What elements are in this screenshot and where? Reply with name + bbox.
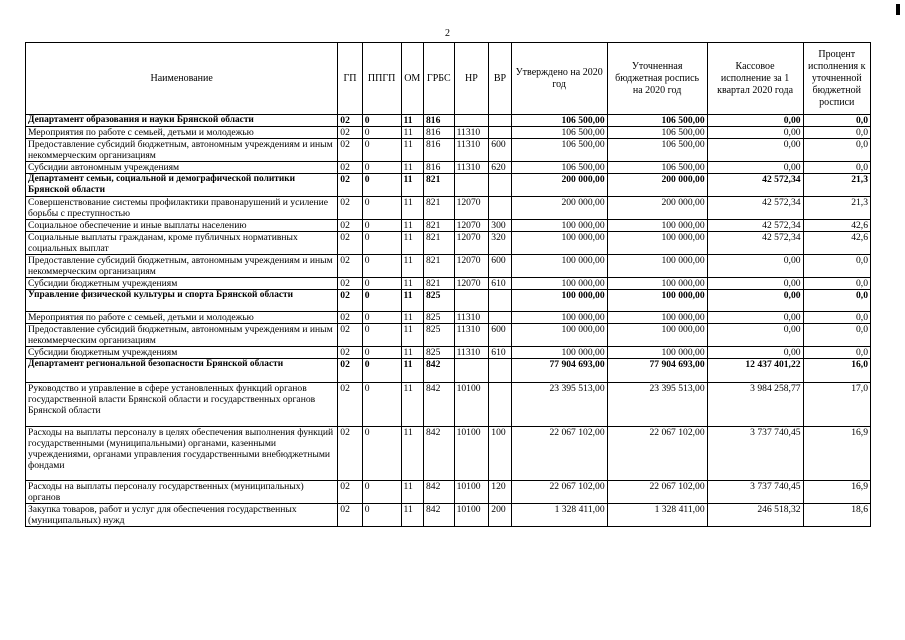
col-header-grbs: ГРБС [423, 43, 454, 115]
cell-revised: 200 000,00 [607, 174, 707, 197]
table-row-section [26, 115, 871, 127]
cell-om: 11 [401, 324, 423, 347]
cell-nr: 11310 [454, 162, 489, 174]
cell-gp: 02 [338, 383, 362, 427]
cell-revised: 77 904 693,00 [607, 359, 707, 383]
cell-ppgp: 0 [362, 197, 401, 220]
cell-revised: 100 000,00 [607, 255, 707, 278]
cell-approved: 106 500,00 [511, 139, 607, 162]
table-row [26, 324, 871, 347]
cell-om: 11 [401, 504, 423, 527]
cell-nr: 12070 [454, 255, 489, 278]
cell-name: Предоставление субсидий бюджетным, автономным учреждениям и иным некоммерческим организациям [26, 255, 338, 278]
cell-nr: 10100 [454, 383, 489, 427]
cell-grbs: 842 [423, 504, 454, 527]
cell-gp: 02 [338, 312, 362, 324]
cell-grbs: 816 [423, 115, 454, 127]
cell-name: Предоставление субсидий бюджетным, автономным учреждениям и иным некоммерческим организациям [26, 324, 338, 347]
table-row [26, 383, 871, 427]
table-row [26, 427, 871, 481]
cell-grbs: 821 [423, 255, 454, 278]
cell-vr: 300 [489, 220, 511, 232]
cell-cash-execution: 0,00 [707, 347, 803, 359]
cell-cash-execution: 12 437 401,22 [707, 359, 803, 383]
cell-revised: 1 328 411,00 [607, 504, 707, 527]
cell-gp: 02 [338, 359, 362, 383]
cell-om: 11 [401, 197, 423, 220]
table-row [26, 220, 871, 232]
cell-nr: 10100 [454, 504, 489, 527]
cell-grbs: 825 [423, 312, 454, 324]
col-header-revised: Уточненная бюджетная роспись на 2020 год [607, 43, 707, 115]
cell-gp: 02 [338, 174, 362, 197]
cell-gp: 02 [338, 347, 362, 359]
col-header-om: ОМ [401, 43, 423, 115]
cell-nr: 12070 [454, 232, 489, 255]
cell-percent: 0,0 [803, 115, 870, 127]
cell-approved: 106 500,00 [511, 162, 607, 174]
cell-cash-execution: 42 572,34 [707, 232, 803, 255]
cell-grbs: 825 [423, 324, 454, 347]
cell-percent: 42,6 [803, 232, 870, 255]
cell-name: Мероприятия по работе с семьей, детьми и молодежью [26, 312, 338, 324]
cell-ppgp: 0 [362, 162, 401, 174]
cell-om: 11 [401, 312, 423, 324]
cell-om: 11 [401, 115, 423, 127]
cell-cash-execution: 3 737 740,45 [707, 481, 803, 504]
cell-percent: 0,0 [803, 312, 870, 324]
cell-percent: 21,3 [803, 197, 870, 220]
cell-grbs: 821 [423, 220, 454, 232]
cell-revised: 106 500,00 [607, 127, 707, 139]
table-row-section [26, 290, 871, 312]
cell-cash-execution: 0,00 [707, 312, 803, 324]
cell-name: Департамент региональной безопасности Брянской области [26, 359, 338, 383]
col-header-name: Наименование [26, 43, 338, 115]
cell-cash-execution: 0,00 [707, 162, 803, 174]
cell-revised: 100 000,00 [607, 232, 707, 255]
cell-approved: 100 000,00 [511, 347, 607, 359]
cell-ppgp: 0 [362, 383, 401, 427]
cell-grbs: 816 [423, 162, 454, 174]
cell-percent: 16,9 [803, 481, 870, 504]
cell-nr [454, 359, 489, 383]
cell-approved: 100 000,00 [511, 324, 607, 347]
cell-om: 11 [401, 290, 423, 312]
cell-cash-execution: 42 572,34 [707, 197, 803, 220]
table-header [26, 43, 871, 115]
cell-grbs: 842 [423, 383, 454, 427]
cell-revised: 100 000,00 [607, 347, 707, 359]
cell-gp: 02 [338, 290, 362, 312]
cell-gp: 02 [338, 481, 362, 504]
cell-ppgp: 0 [362, 312, 401, 324]
cell-gp: 02 [338, 162, 362, 174]
cell-cash-execution: 0,00 [707, 115, 803, 127]
cell-ppgp: 0 [362, 290, 401, 312]
cell-nr: 11310 [454, 312, 489, 324]
cell-vr [489, 290, 511, 312]
cell-ppgp: 0 [362, 481, 401, 504]
cell-grbs: 816 [423, 139, 454, 162]
cell-gp: 02 [338, 115, 362, 127]
cell-nr: 10100 [454, 481, 489, 504]
cell-nr: 11310 [454, 324, 489, 347]
scan-edge-mark [896, 4, 900, 15]
cell-percent: 16,9 [803, 427, 870, 481]
cell-vr: 600 [489, 139, 511, 162]
cell-vr [489, 174, 511, 197]
cell-approved: 100 000,00 [511, 255, 607, 278]
cell-percent: 0,0 [803, 278, 870, 290]
cell-name: Мероприятия по работе с семьей, детьми и молодежью [26, 127, 338, 139]
cell-ppgp: 0 [362, 347, 401, 359]
cell-revised: 23 395 513,00 [607, 383, 707, 427]
cell-name: Предоставление субсидий бюджетным, автономным учреждениям и иным некоммерческим организациям [26, 139, 338, 162]
cell-cash-execution: 3 984 258,77 [707, 383, 803, 427]
cell-approved: 77 904 693,00 [511, 359, 607, 383]
cell-percent: 16,0 [803, 359, 870, 383]
cell-ppgp: 0 [362, 255, 401, 278]
cell-nr: 11310 [454, 139, 489, 162]
cell-vr: 120 [489, 481, 511, 504]
cell-ppgp: 0 [362, 139, 401, 162]
table-row [26, 504, 871, 527]
cell-nr: 10100 [454, 427, 489, 481]
cell-approved: 106 500,00 [511, 127, 607, 139]
cell-revised: 100 000,00 [607, 220, 707, 232]
cell-gp: 02 [338, 278, 362, 290]
table-row-section [26, 174, 871, 197]
col-header-approved: Утверждено на 2020 год [511, 43, 607, 115]
cell-nr: 11310 [454, 347, 489, 359]
cell-grbs: 842 [423, 427, 454, 481]
cell-gp: 02 [338, 139, 362, 162]
cell-revised: 100 000,00 [607, 324, 707, 347]
cell-percent: 17,0 [803, 383, 870, 427]
cell-revised: 106 500,00 [607, 162, 707, 174]
cell-percent: 0,0 [803, 162, 870, 174]
cell-approved: 200 000,00 [511, 197, 607, 220]
cell-approved: 100 000,00 [511, 312, 607, 324]
cell-gp: 02 [338, 324, 362, 347]
cell-percent: 0,0 [803, 347, 870, 359]
table-row [26, 312, 871, 324]
cell-revised: 22 067 102,00 [607, 427, 707, 481]
col-header-percent: Процент исполнения к уточненной бюджетной росписи [803, 43, 870, 115]
cell-vr [489, 312, 511, 324]
budget-table [25, 42, 871, 527]
cell-approved: 100 000,00 [511, 290, 607, 312]
table-row-section [26, 359, 871, 383]
cell-ppgp: 0 [362, 504, 401, 527]
cell-om: 11 [401, 162, 423, 174]
table-row [26, 278, 871, 290]
cell-om: 11 [401, 220, 423, 232]
cell-name: Субсидии автономным учреждениям [26, 162, 338, 174]
table-row [26, 481, 871, 504]
cell-gp: 02 [338, 220, 362, 232]
cell-vr: 620 [489, 162, 511, 174]
cell-om: 11 [401, 383, 423, 427]
cell-approved: 200 000,00 [511, 174, 607, 197]
cell-ppgp: 0 [362, 220, 401, 232]
col-header-nr: НР [454, 43, 489, 115]
cell-om: 11 [401, 174, 423, 197]
cell-name: Закупка товаров, работ и услуг для обеспечения государственных (муниципальных) нужд [26, 504, 338, 527]
cell-grbs: 842 [423, 481, 454, 504]
cell-ppgp: 0 [362, 174, 401, 197]
cell-ppgp: 0 [362, 359, 401, 383]
cell-nr [454, 290, 489, 312]
cell-name: Расходы на выплаты персоналу государственных (муниципальных) органов [26, 481, 338, 504]
cell-revised: 22 067 102,00 [607, 481, 707, 504]
table-row [26, 162, 871, 174]
cell-gp: 02 [338, 427, 362, 481]
header-row [26, 43, 871, 115]
cell-revised: 106 500,00 [607, 115, 707, 127]
cell-revised: 106 500,00 [607, 139, 707, 162]
cell-ppgp: 0 [362, 232, 401, 255]
cell-name: Социальное обеспечение и иные выплаты населению [26, 220, 338, 232]
cell-percent: 0,0 [803, 290, 870, 312]
page-number: 2 [445, 28, 450, 39]
cell-ppgp: 0 [362, 115, 401, 127]
cell-gp: 02 [338, 127, 362, 139]
cell-cash-execution: 0,00 [707, 290, 803, 312]
cell-om: 11 [401, 347, 423, 359]
cell-percent: 0,0 [803, 139, 870, 162]
table-row [26, 139, 871, 162]
cell-grbs: 821 [423, 278, 454, 290]
col-header-cash-execution: Кассовое исполнение за 1 квартал 2020 года [707, 43, 803, 115]
col-header-ppgp: ППГП [362, 43, 401, 115]
cell-approved: 22 067 102,00 [511, 427, 607, 481]
cell-name: Социальные выплаты гражданам, кроме публичных нормативных социальных выплат [26, 232, 338, 255]
cell-approved: 100 000,00 [511, 278, 607, 290]
table-row [26, 347, 871, 359]
cell-gp: 02 [338, 255, 362, 278]
cell-vr [489, 359, 511, 383]
cell-approved: 23 395 513,00 [511, 383, 607, 427]
cell-nr: 12070 [454, 220, 489, 232]
cell-cash-execution: 0,00 [707, 255, 803, 278]
cell-vr: 100 [489, 427, 511, 481]
cell-nr: 12070 [454, 197, 489, 220]
cell-approved: 100 000,00 [511, 220, 607, 232]
cell-nr [454, 115, 489, 127]
cell-name: Субсидии бюджетным учреждениям [26, 278, 338, 290]
cell-om: 11 [401, 139, 423, 162]
cell-name: Субсидии бюджетным учреждениям [26, 347, 338, 359]
cell-vr [489, 115, 511, 127]
cell-nr: 11310 [454, 127, 489, 139]
cell-approved: 1 328 411,00 [511, 504, 607, 527]
cell-cash-execution: 0,00 [707, 278, 803, 290]
cell-grbs: 825 [423, 347, 454, 359]
cell-name: Руководство и управление в сфере установленных функций органов государственной власти Брянской области и государственных органов Брянской области [26, 383, 338, 427]
cell-cash-execution: 42 572,34 [707, 220, 803, 232]
cell-om: 11 [401, 278, 423, 290]
cell-nr: 12070 [454, 278, 489, 290]
cell-om: 11 [401, 232, 423, 255]
col-header-vr: ВР [489, 43, 511, 115]
cell-grbs: 825 [423, 290, 454, 312]
cell-percent: 42,6 [803, 220, 870, 232]
cell-cash-execution: 0,00 [707, 139, 803, 162]
cell-cash-execution: 42 572,34 [707, 174, 803, 197]
cell-approved: 100 000,00 [511, 232, 607, 255]
table-row [26, 255, 871, 278]
cell-vr [489, 383, 511, 427]
cell-percent: 0,0 [803, 255, 870, 278]
cell-om: 11 [401, 127, 423, 139]
table-row [26, 232, 871, 255]
cell-ppgp: 0 [362, 427, 401, 481]
cell-revised: 100 000,00 [607, 278, 707, 290]
cell-grbs: 821 [423, 174, 454, 197]
cell-vr: 610 [489, 347, 511, 359]
cell-nr [454, 174, 489, 197]
cell-grbs: 842 [423, 359, 454, 383]
cell-cash-execution: 3 737 740,45 [707, 427, 803, 481]
cell-vr [489, 127, 511, 139]
cell-vr: 600 [489, 324, 511, 347]
cell-percent: 21,3 [803, 174, 870, 197]
cell-percent: 0,0 [803, 127, 870, 139]
cell-vr: 200 [489, 504, 511, 527]
cell-vr [489, 197, 511, 220]
table-body [26, 115, 871, 527]
cell-ppgp: 0 [362, 278, 401, 290]
cell-om: 11 [401, 359, 423, 383]
cell-percent: 18,6 [803, 504, 870, 527]
table-row [26, 127, 871, 139]
cell-name: Департамент образования и науки Брянской области [26, 115, 338, 127]
cell-name: Совершенствование системы профилактики правонарушений и усиление борьбы с преступностью [26, 197, 338, 220]
cell-vr: 610 [489, 278, 511, 290]
cell-om: 11 [401, 255, 423, 278]
cell-cash-execution: 246 518,32 [707, 504, 803, 527]
cell-vr: 320 [489, 232, 511, 255]
cell-grbs: 816 [423, 127, 454, 139]
cell-revised: 200 000,00 [607, 197, 707, 220]
cell-vr: 600 [489, 255, 511, 278]
cell-om: 11 [401, 481, 423, 504]
cell-gp: 02 [338, 504, 362, 527]
cell-cash-execution: 0,00 [707, 127, 803, 139]
cell-om: 11 [401, 427, 423, 481]
cell-percent: 0,0 [803, 324, 870, 347]
cell-revised: 100 000,00 [607, 290, 707, 312]
cell-approved: 22 067 102,00 [511, 481, 607, 504]
cell-gp: 02 [338, 197, 362, 220]
cell-cash-execution: 0,00 [707, 324, 803, 347]
cell-approved: 106 500,00 [511, 115, 607, 127]
cell-gp: 02 [338, 232, 362, 255]
cell-ppgp: 0 [362, 324, 401, 347]
cell-name: Расходы на выплаты персоналу в целях обеспечения выполнения функций государственными (муниципальными) органами, казенными учреждениями, органами управления государственными внебюджетными фондами [26, 427, 338, 481]
table-row [26, 197, 871, 220]
cell-name: Департамент семьи, социальной и демографической политики Брянской области [26, 174, 338, 197]
cell-name: Управление физической культуры и спорта Брянской области [26, 290, 338, 312]
cell-grbs: 821 [423, 197, 454, 220]
cell-ppgp: 0 [362, 127, 401, 139]
cell-revised: 100 000,00 [607, 312, 707, 324]
col-header-gp: ГП [338, 43, 362, 115]
cell-grbs: 821 [423, 232, 454, 255]
